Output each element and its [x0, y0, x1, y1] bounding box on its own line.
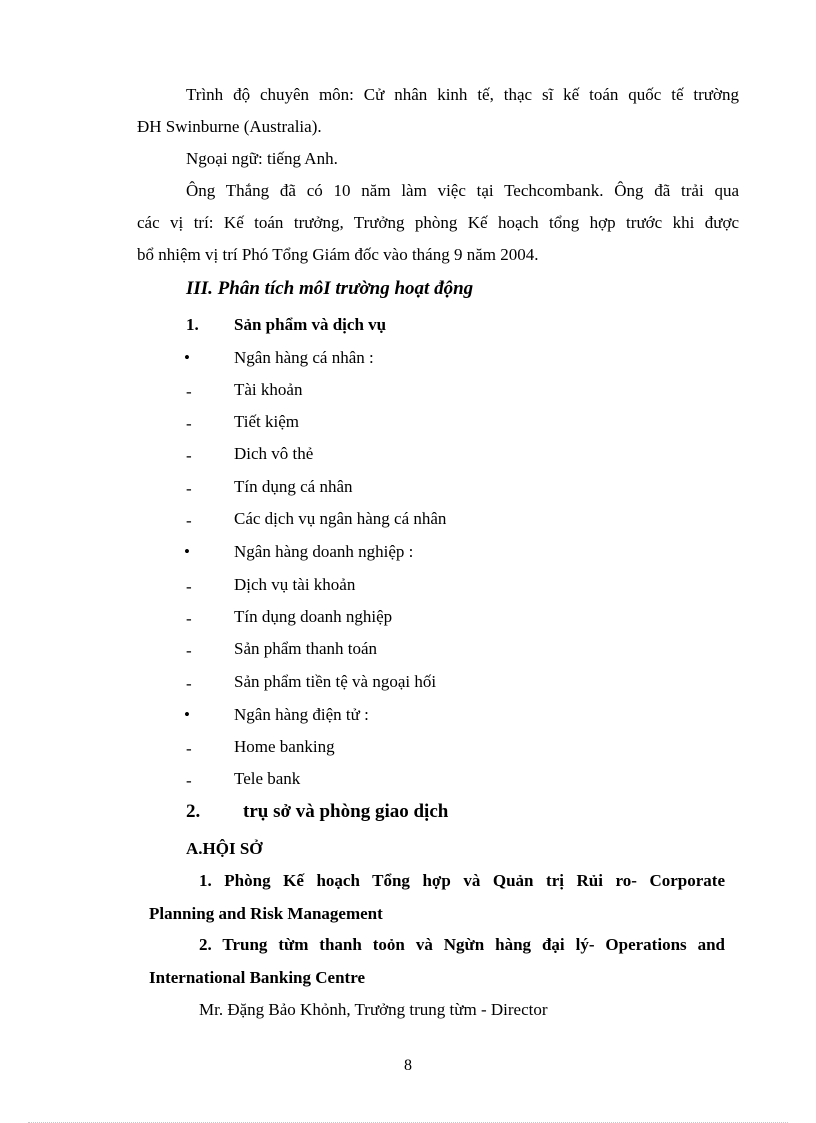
list-item: Sản phẩm thanh toán [234, 639, 378, 658]
dash-icon: - [186, 674, 192, 693]
bullet-icon: • [184, 542, 190, 561]
dash-icon: - [186, 511, 192, 530]
list-group-heading: Ngân hàng cá nhân : [234, 348, 374, 367]
list-item: Sản phẩm tiền tệ và ngoại hối [234, 672, 437, 691]
subsection-1-title: Sản phẩm và dịch vụ [234, 315, 387, 334]
intro-line-5: các vị trí: Kế toán trưởng, Trưởng phòng Kế hoạch tổng hợp trước khi được [137, 213, 739, 232]
list-item: Tài khoản [234, 380, 303, 399]
director-line: Mr. Đặng Bảo Khỏnh, Trưởng trung từm - Director [199, 1000, 548, 1019]
subsection-2-title: trụ sở và phòng giao dịch [243, 801, 449, 822]
dash-icon: - [186, 641, 192, 660]
list-item: Các dịch vụ ngân hàng cá nhân [234, 509, 447, 528]
bullet-icon: • [184, 705, 190, 724]
bullet-icon: • [184, 348, 190, 367]
intro-line-1: Trình độ chuyên môn: Cử nhân kinh tế, thạc sĩ kế toán quốc tế trường [186, 85, 739, 104]
subsection-2-number: 2. [186, 801, 201, 822]
dash-icon: - [186, 446, 192, 465]
list-group-heading: Ngân hàng doanh nghiệp : [234, 542, 414, 561]
hq-item-2-line-2: International Banking Centre [149, 968, 365, 987]
dash-icon: - [186, 382, 192, 401]
section-heading: III. Phân tích môI trường hoạt động [186, 278, 474, 299]
list-item: Home banking [234, 737, 335, 756]
intro-line-4: Ông Thắng đã có 10 năm làm việc tại Techcombank. Ông đã trải qua [186, 181, 739, 200]
intro-line-6: bổ nhiệm vị trí Phó Tổng Giám đốc vào tháng 9 năm 2004. [137, 245, 539, 264]
hq-item-1-line-2: Planning and Risk Management [149, 904, 383, 923]
dash-icon: - [186, 739, 192, 758]
subsection-1-number: 1. [186, 315, 199, 334]
dash-icon: - [186, 771, 192, 790]
dash-icon: - [186, 577, 192, 596]
hq-item-2-line-1: 2. Trung từm thanh toỏn và Ngừn hàng đại lý- Operations and [199, 935, 725, 954]
intro-line-2: ĐH Swinburne (Australia). [137, 117, 322, 136]
list-item: Dịch vụ tài khoản [234, 575, 356, 594]
hq-item-1-line-1: 1. Phòng Kế hoạch Tổng hợp và Quản trị Rủi ro- Corporate [199, 871, 725, 890]
dash-icon: - [186, 609, 192, 628]
list-group-heading: Ngân hàng điện tử : [234, 705, 369, 724]
list-item: Tele bank [234, 769, 301, 788]
page-number: 8 [404, 1057, 412, 1074]
dash-icon: - [186, 414, 192, 433]
headquarters-title: A.HỘI SỞ [186, 839, 263, 858]
list-item: Tín dụng cá nhân [234, 477, 353, 496]
list-item: Dich vô thẻ [234, 444, 314, 463]
list-item: Tiết kiệm [234, 412, 300, 431]
list-item: Tín dụng doanh nghiệp [234, 607, 393, 626]
dash-icon: - [186, 479, 192, 498]
intro-line-3: Ngoại ngữ: tiếng Anh. [186, 149, 338, 168]
